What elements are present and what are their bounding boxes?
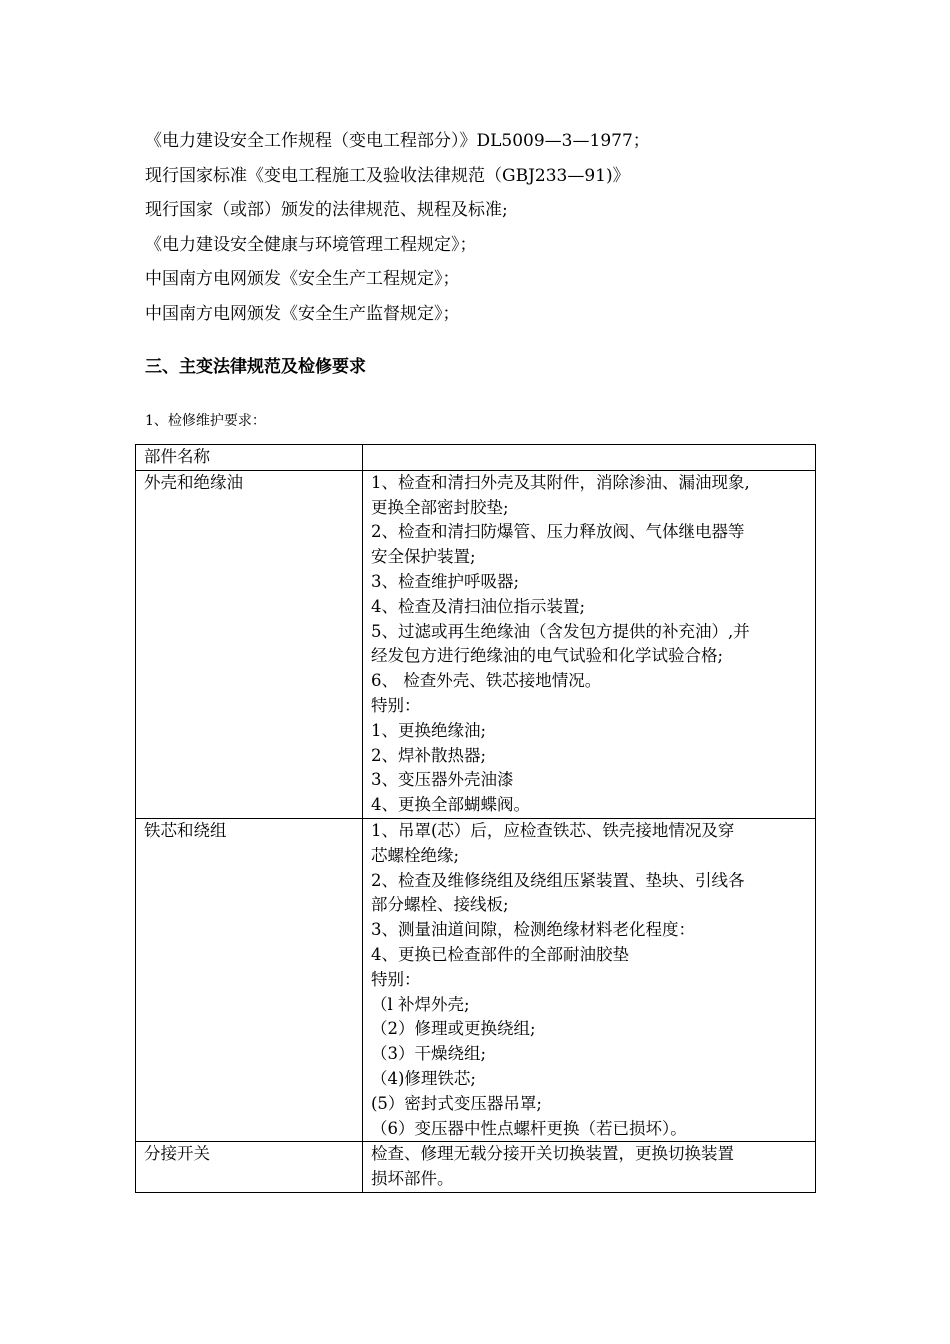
requirement-line: 3、变压器外壳油漆 — [371, 770, 514, 790]
requirement-line: 4、更换已检查部件的全部耐油胶垫 — [371, 944, 629, 964]
table-row — [136, 1142, 816, 1193]
reference-item: 中国南方电网颁发《安全生产监督规定》； — [145, 303, 460, 324]
requirement-line: 1、吊罩(芯）后，应检查铁芯、铁壳接地情况及穿 — [371, 820, 735, 840]
requirement-line: 4、检查及清扫油位指示装置; — [371, 596, 586, 616]
reference-item: 《电力建设安全工作规程（变电工程部分）》DL5009—3—1977； — [145, 131, 650, 151]
requirement-line: 损坏部件。 — [371, 1169, 454, 1189]
reference-item: 中国南方电网颁发《安全生产工程规定》； — [145, 269, 460, 289]
part-name-cell: 分接开关 — [136, 1142, 363, 1193]
requirement-line: 6、 检查外壳、铁芯接地情况。 — [371, 671, 602, 691]
requirement-line: 3、测量油道间隙，检测绝缘材料老化程度： — [371, 920, 695, 940]
requirement-line: 4、更换全部蝴蝶阀。 — [371, 795, 530, 815]
requirement-line: （4)修理铁芯; — [371, 1068, 476, 1088]
requirement-line: （l 补焊外壳; — [371, 994, 470, 1014]
requirement-line: （3）干燥绕组; — [371, 1044, 487, 1064]
reference-list — [145, 124, 845, 331]
requirement-line: 安全保护装置; — [371, 547, 476, 567]
requirement-line: 1、检查和清扫外壳及其附件，消除渗油、漏油现象, — [371, 472, 750, 492]
part-name-cell: 外壳和绝缘油 — [136, 470, 363, 818]
reference-item: 《电力建设安全健康与环境管理工程规定》； — [145, 234, 477, 255]
requirement-line: （2）修理或更换绕组; — [371, 1019, 536, 1039]
requirement-line: 2、检查和清扫防爆管、压力释放阀、气体继电器等 — [371, 522, 745, 542]
requirements-cell — [363, 818, 816, 1141]
table-header-row — [136, 445, 816, 471]
requirements-cell — [363, 470, 816, 818]
requirement-line: 2、焊补散热器; — [371, 745, 487, 765]
header-cell-part-name: 部件名称 — [136, 445, 363, 471]
table-row — [136, 818, 816, 1141]
requirement-line: 更换全部密封胶垫; — [371, 497, 509, 517]
section-heading: 三、主变法律规范及检修要求 — [145, 357, 366, 377]
requirement-line: 2、检查及维修绕组及绕组压紧装置、垫块、引线各 — [371, 870, 745, 890]
requirement-line: 经发包方进行绝缘油的电气试验和化学试验合格; — [371, 646, 724, 666]
requirements-cell — [363, 1142, 816, 1193]
maintenance-table — [135, 444, 816, 1193]
sub-heading: 1、检修维护要求： — [145, 413, 266, 429]
reference-item: 现行国家（或部）颁发的法律规范、规程及标准; — [145, 200, 508, 220]
requirement-line: 3、检查维护呼吸器; — [371, 571, 520, 591]
requirement-line: 检查、修理无载分接开关切换装置，更换切换装置 — [371, 1144, 734, 1164]
requirement-line: （6）变压器中性点螺杆更换（若已损坏）。 — [371, 1118, 687, 1138]
requirement-line: 特别： — [371, 969, 421, 989]
requirement-line: 特别： — [371, 695, 421, 715]
requirement-line: 1、更换绝缘油; — [371, 720, 487, 740]
requirement-line: 部分螺栓、接线板; — [371, 895, 509, 915]
requirement-line: (5）密封式变压器吊罩; — [371, 1093, 542, 1113]
header-cell-requirements — [363, 445, 816, 471]
requirement-line: 芯螺栓绝缘; — [371, 845, 460, 865]
part-name-cell: 铁芯和绕组 — [136, 818, 363, 1141]
requirement-line: 5、过滤或再生绝缘油（含发包方提供的补充油）,并 — [371, 621, 750, 641]
table-row — [136, 470, 816, 818]
reference-item: 现行国家标准《变电工程施工及验收法律规范（GBJ233—91)》 — [145, 165, 630, 186]
